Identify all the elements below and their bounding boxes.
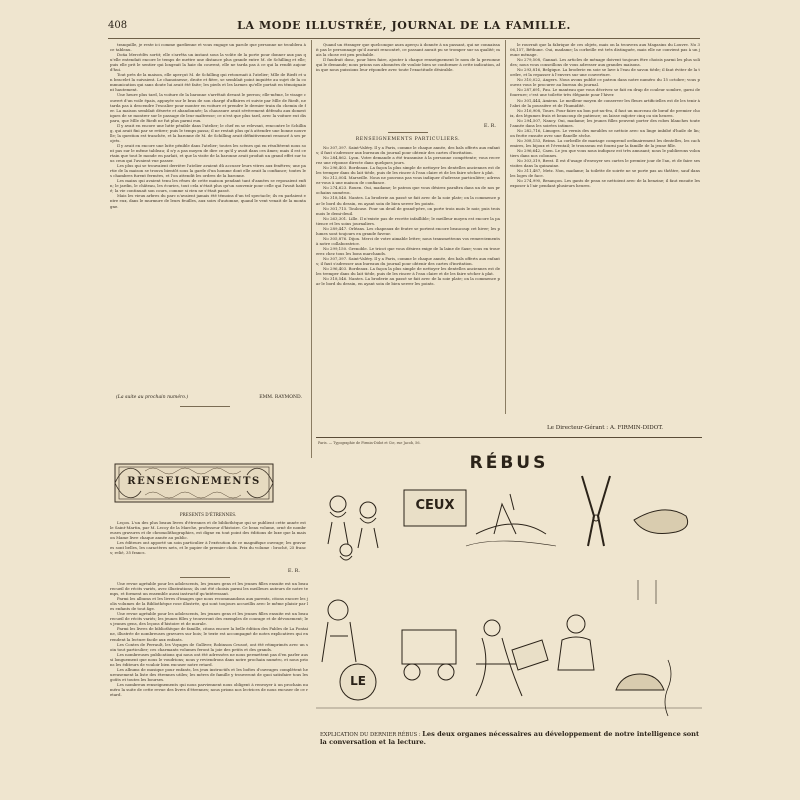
answer-entry: No 279,508, Gannat. Les articles de ménage doivent toujours être choisis parmi les plus solides; nous vous conseillons de vous adresser aux grandes maisons. — [510, 57, 700, 68]
answer-entry: No 318,546. Nantes. La broderie au passé se fait avec de la soie plate; on la commence par le bord du dessin, en ayant soin de bien serrer les points. — [316, 195, 500, 206]
caption-text: Les deux organes nécessaires au développement de notre intelligence sont la conversation et la lecture. — [320, 730, 700, 746]
answer-entry: No 308,153, Reims. La corbeille de mariage comprend ordinairement les dentelles, les cachemires, les bijoux et l'éventail; le trousseau est fourni par la famille de la jeune fille. — [510, 137, 700, 148]
answer-entry: No 312,004. Marseille. Nous ne pouvons pas vous indiquer d'adresse particulière; adressez-vous à une maison de confiance. — [316, 175, 500, 186]
review-paragraph: Les nombreux renseignements qui nous parviennent nous obligent à renvoyer à un prochain numéro la suite de cette revue des livres d'étrennes; nous prions nos lectrices de nous excuser de ce retard. — [110, 681, 308, 698]
notice-paragraph: Quand un étranger que quelconque aura aperçu à donnée à un passant, qui ne connaissait pas le personnage qu'il aurait rencontré, ce passant aurait pu se tromper sur sa qualité; mais la chose est peu probable. — [316, 42, 500, 58]
caption-label: EXPLICATION DU DERNIER RÉBUS : — [320, 732, 421, 738]
rebus-word-ceux: CEUX — [415, 498, 455, 513]
divider — [180, 406, 230, 407]
answer-entry: No 307,397. Saint-Valéry. Il y a Paris, comme le chaque année, des bals offerts aux enfants; il faut s'adresser aux bureaux du journal pour obtenir des cartes d'invitation. — [316, 145, 500, 156]
renseignements-banner — [111, 461, 277, 505]
serial-story-column — [110, 42, 306, 391]
story-paragraph: Les plus qui se trouvaient derrière l'atelier avaient dû accuser leurs vitres aux fenêtres; une partie de la maison se trouva bientôt sous la garde d'un homme dont elle avait la confiance; toutes les chambres furent fermées, et l'on attendit les ordres de la baronne. — [110, 163, 306, 179]
answer-entry: No 316,908, Tours. Pour faire un bon pot-au-feu, il faut un morceau de bœuf de premier choix, des légumes frais et beaucoup de patience; on laisse mijoter cinq ou six heures. — [510, 107, 700, 118]
answer-entry: No 263,301. Lille. Il n'existe pas de recette infaillible; le meilleur moyen est encore la patience et les soins journaliers. — [316, 215, 500, 226]
review-paragraph: Une revue agréable pour les adolescents, les jeunes gens et les jeunes filles ensuite est un beau recueil de récits variés, avec illustrations; ils ont été choisis parmi les meilleurs auteurs de notre temps, et forment un ensemble aussi instructif qu'intéressant. — [110, 581, 308, 597]
story-paragraph: Tout près de la maison, elle aperçut M. de Schilling qui retournait à l'atelier; Mlle de Riedt et un bracelet la suivaient. Le chanoinesse, droite et fière, se semblait point inquiète au sujet de la communication qui sans doute lui avait été faite; les pieds et les larmes qu'elle portait en témoignaient hautement. — [110, 72, 306, 93]
answer-entry: No 274,990, Besançon. Les gants de peau se nettoient avec de la benzine; il faut ensuite les exposer à l'air pendant plusieurs heures. — [510, 178, 700, 189]
answer-entry: No 303,319, Brest. Il est d'usage d'envoyer ses cartes le premier jour de l'an, et de faire ses visites dans la quinzaine. — [510, 158, 700, 169]
rebus-illustration — [316, 450, 702, 762]
story-footer — [110, 395, 306, 405]
answer-entry: No 310,022, Angers. Nous avons publié ce patron dans notre numéro du 15 octobre; vous pouvez vous le procurer au bureau du journal. — [510, 77, 700, 88]
review-paragraph: Les nombreuses publications qui nous ont été adressées ne nous permettent pas d'en parler aussi longuement que nous le voudrions; nous y reviendrons dans notre prochain numéro, et nous prions les éditeurs de vouloir bien excuser notre retard. — [110, 651, 308, 667]
renseignement-paragraph: Leçon. L'un des plus beaux livres d'étrennes et de bibliothèque qui se publient cette année est le Saint-Martin, par M. Lecoy de la Marche, professeur d'histoire. Ce beau volume, orné de nombreuses gravures et de chromolithographies, est digne en tout point des éditions de luxe que la maison Mame livre chaque année au public. — [110, 520, 306, 541]
answer-entry: No 293,816, Belgique. La broderie en soie se lave à l'eau de savon tiède; il faut éviter de la tordre, et la repasser à l'envers sur une couverture. — [510, 67, 700, 78]
answer-entry: No 282,716, Limoges. Le vernis des meubles se nettoie avec un linge imbibé d'huile de lin; on frotte ensuite avec une flanelle sèche. — [510, 127, 700, 138]
bottom-left-column — [110, 581, 308, 779]
banner-label: RENSEIGNEMENTS — [127, 476, 261, 487]
answer-entry: No 318,546. Nantes. La broderie au passé se fait avec de la soie plate; on la commence par le bord du dessin, en ayant soin de bien serrer les points. — [316, 276, 500, 287]
printer-imprint: Paris. — Typographie de Firmin-Didot et Cie, rue Jacob, 56. — [318, 441, 421, 445]
rebus-picture-icon — [316, 450, 702, 762]
notice-signature: E. R. — [483, 123, 496, 129]
answer-entry: No 296,403. Bordeaux. La façon la plus simple de nettoyer les dentelles anciennes est de les tremper dans du lait tiède, puis de les rincer à l'eau claire et de les faire sécher à plat. — [316, 266, 500, 277]
story-paragraph: Doña Mercédès sortit; elle s'arrêta un instant sous la voûte de la porte pour donner aux pas qu'elle entendait encore le temps de mettre une distance plus grande entre M. de Schilling et elle; puis elle prit le sentier qui longeait la haie du couvent, elle ne tarda pas à ce qui la rendit aujourd'hui. — [110, 52, 306, 73]
review-paragraph: Parmi les albums et les livres d'images que nous recommandons aux parents, citons encore les jolis volumes de la Bibliothèque rose illustrée, qui sont toujours accueillis avec le même plaisir par les enfants de tout âge. — [110, 596, 308, 612]
story-paragraph: Il y avait en encore une lutte pénible dans l'atelier; le chef en se relevant, rencontre le Schilling, qui avait fini par se retirer; puis le temps passa; il ne restait plus qu'à attendre une bonne nouvelle; la question est tranchée, et la baronne de M. de Schilling avait définitivement renoncé à ses projets. — [110, 122, 306, 143]
review-paragraph: Parmi les livres de bibliothèque de famille, citons encore la belle édition des Fables de La Fontaine, illustrée de nombreuses gravures sur bois; le texte est accompagné de notes explicatives qui en rendent la lecture facile aux enfants. — [110, 626, 308, 642]
story-paragraph: Une heure plus tard, la voiture de la baronne s'arrêtait devant le perron; elle-même, le visage couvert d'un voile épais, appuyée sur le bras de son chargé d'affaires et suivie par Mlle de Riedt, ne tarda pas à descendre l'escalier pour monter en voiture et prendre le dernier train du chemin de fer. La maison semblait déserte et abandonnée; la chaussure avait sévèrement défendu aux domestiques de se montrer sur le passage de leur maîtresse; ce n'est que plus tard, avec la voiture eut disparu, que Mlle de Riedt ne fut plus parmi eux. — [110, 92, 306, 123]
rebus-title: RÉBUS — [469, 453, 549, 473]
answer-entry: No 305,876. Dijon. Merci de votre aimable lettre; nous transmettrons vos remerciements à notre collaboratrice. — [316, 235, 500, 246]
journal-title: LA MODE ILLUSTRÉE, JOURNAL DE LA FAMILLE. — [237, 19, 571, 32]
answer-entry: No 296,403. Bordeaux. La façon la plus simple de nettoyer les dentelles anciennes est de les tremper dans du lait tiède, puis de les rincer à l'eau claire et de les faire sécher à plat. — [316, 165, 500, 176]
notice-column-top — [316, 42, 500, 122]
page-number: 408 — [108, 20, 128, 31]
answer-entry: No 307,397. Saint-Valéry. Il y a Paris, comme le chaque année, des bals offerts aux enfants; il faut s'adresser aux bureaux du journal pour obtenir des cartes d'invitation. — [316, 256, 500, 267]
story-paragraph: tranquille, je reste ici comme gardienne et vous engage un parole que personne ne troublera à ce tableau. — [110, 42, 306, 53]
answer-entry: No 301,444, Amiens. Le meilleur moyen de conserver les fleurs artificielles est de les tenir à l'abri de la poussière et de l'humidité. — [510, 97, 700, 108]
renseignements-signature: E. R. — [287, 568, 300, 574]
divider — [180, 577, 230, 578]
story-paragraph: Mais les vieux arbres du parc n'avaient jamais été témoins d'un tel spectacle; ils en parlaient entre eux, dans le murmure de leurs feuilles, aux soirs d'automne, quand le vent venait de la montagne. — [110, 193, 306, 209]
page-header — [108, 18, 700, 39]
answer-entry: No 274,623. Rouen. Oui, madame; le patron que vous désirez paraîtra dans un de nos prochains numéros. — [316, 185, 500, 196]
answers-column-right — [510, 42, 700, 412]
answer-entry: le rouvrait que la fabrique de ces objets, mais on la trouvera aux Magasins du Louvre. No 306,157, Béthune. Oui, madame; la corbeille est très distinguée, mais elle ne convient pas à un jeune ménage. — [510, 42, 700, 58]
story-paragraph: Les mains qui avaient tenu les rênes de cette maison pendant tant d'années se reposaient enfin; le jardin, le château, les écuries, tout cela n'était plus qu'un souvenir pour celle qui l'avait habité; la vie continuait son cours, comme si rien ne s'était passé. — [110, 178, 306, 194]
section-heading: RENSEIGNEMENTS PARTICULIERS. — [355, 137, 461, 142]
review-paragraph: Une revue agréable pour les adolescents, les jeunes gens et les jeunes filles ensuite est un beau recueil de récits variés; les jeunes filles y trouveront des exemples de courage et de dévouement; les jeunes gens, des leçons d'histoire et de morale. — [110, 611, 308, 627]
column-rule — [311, 40, 312, 458]
review-paragraph: Les albums de musique pour enfants, les jeux instructifs et les boîtes d'ouvrages complètent heureusement la liste des étrennes utiles; les mères de famille y trouveront de quoi satisfaire tous les goûts et toutes les bourses. — [110, 666, 308, 682]
review-paragraph: Les Contes de Perrault, les Voyages de Gulliver, Robinson Crusoé, ont été réimprimés avec un soin tout particulier; ces charmants volumes feront la joie des petits et des grands. — [110, 641, 308, 652]
subhead-etrennes: PRESENTS D'ÉTRENNES. — [179, 512, 237, 517]
answer-entry: No 301,715. Toulouse. Pour un deuil de grand-père, on porte trois mois le noir, puis trois mois le demi-deuil. — [316, 205, 500, 216]
answer-entry: No 287,691, Pau. Le manteau que vous décrivez se fait en drap de couleur sombre, garni de fourrure; c'est une toilette très élégante pour l'hiver. — [510, 87, 700, 98]
answer-entry: No 296,642, Caen. Le jeu que vous nous indiquez est très amusant; nous le publierons volontiers dans nos colonnes. — [510, 147, 700, 159]
notice-paragraph: Il faudrait donc, pour bien faire, ajouter à chaque renseignement le nom de la personne qui le demande; nous prions nos abonnées de vouloir bien se conformer à cette indication, afin que nous puissions leur répondre avec toute l'exactitude désirable. — [316, 57, 500, 73]
particular-answers-column — [316, 145, 500, 456]
rebus-caption — [320, 730, 700, 746]
director-signature: Le Directeur-Gérant : A. FIRMIN-DIDOT. — [546, 425, 664, 431]
continuation-note: (La suite au prochain numéro.) — [116, 395, 189, 400]
answer-entry: No 289,447. Orléans. Les chapeaux de feutre se portent encore beaucoup cet hiver; les plumes sont toujours en grande faveur. — [316, 225, 500, 236]
rebus-word-le: LE — [350, 674, 366, 688]
story-author: EMM. RAYMOND. — [259, 395, 302, 400]
renseignement-paragraph: Les éditeurs ont apporté un soin particulier à l'exécution de ce magnifique ouvrage; les gravures sont belles, les caractères nets, et le papier de premier choix. Prix du volume : broché, 25 francs; relié, 35 francs. — [110, 540, 306, 556]
answer-entry: No 294,507, Nancy. Oui, madame; les jeunes filles peuvent porter des robes blanches toute l'année dans les soirées intimes. — [510, 117, 700, 128]
divider — [388, 132, 428, 133]
answer-entry: No 284,862. Lyon. Votre demande a été transmise à la personne compétente; vous recevrez une réponse directe dans quelques jours. — [316, 155, 500, 166]
story-paragraph: Il y avait en encore une lutte pénible dans l'atelier; toutes les scènes qui en résultèrent nous sont pas sur le même tableau; il n'y a pas moyen de dire ce qu'il y avait dans ces âmes; mais il est certain que tout le monde en parlait, et que la visite de la baronne avait produit un grand effet sur tous ceux qui l'avaient vue passer. — [110, 142, 306, 164]
answer-entry: No 311,487, Metz. Non, madame; la toilette de soirée ne se porte pas au théâtre, sauf dans les loges de face. — [510, 168, 700, 179]
column-rule — [505, 40, 506, 414]
rebus-top-rule — [316, 437, 702, 438]
renseignements-text — [110, 520, 306, 568]
answer-entry: No 299,150. Grenoble. Le tricot que vous désirez exige de la laine de Saxe; vous en trouverez chez tous les bons marchands. — [316, 245, 500, 256]
